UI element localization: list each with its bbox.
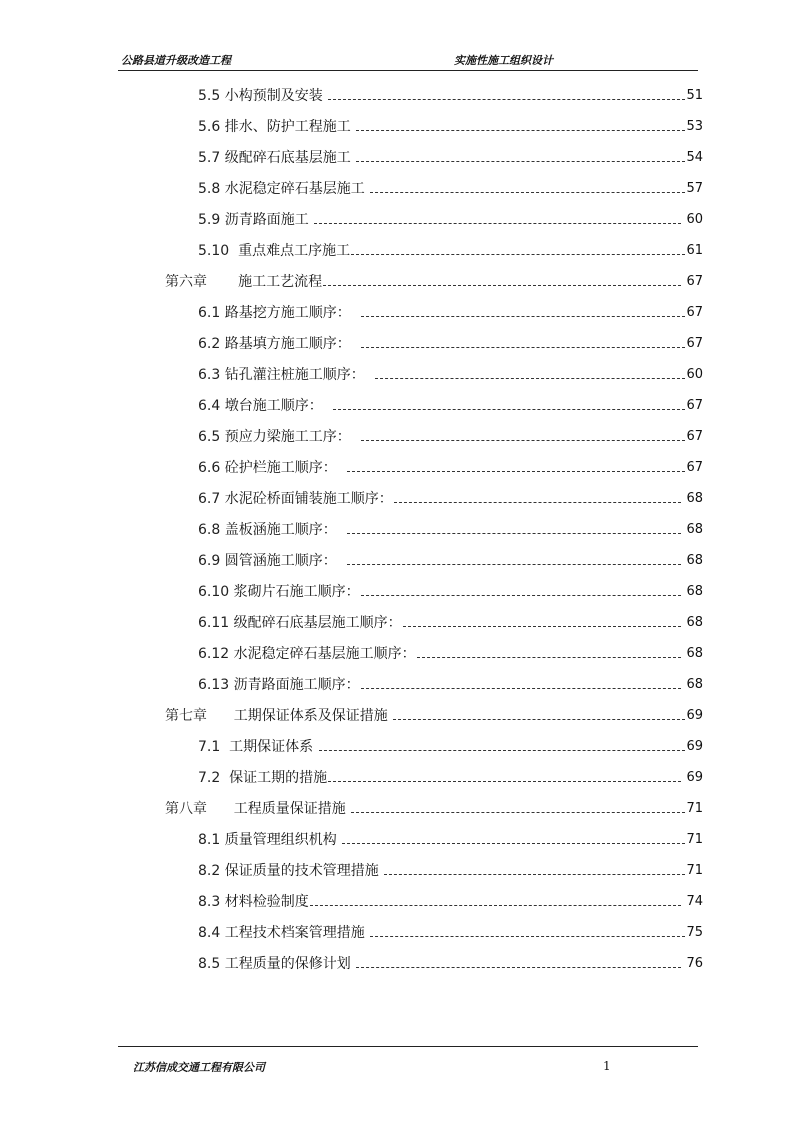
toc-dot-leader	[375, 378, 686, 379]
toc-entry-number: 6.3	[198, 367, 225, 383]
toc-section-entry[interactable]	[198, 179, 703, 199]
toc-section-entry[interactable]	[198, 551, 703, 571]
toc-entry-title: 沥青路面施工顺序：	[233, 677, 360, 693]
toc-dot-leader	[356, 130, 685, 131]
toc-entry-title: 重点难点工序施工	[238, 243, 351, 259]
toc-entry-title: 排水、防护工程施工	[224, 119, 356, 135]
toc-section-entry[interactable]	[198, 489, 703, 509]
toc-dot-leader	[361, 595, 682, 596]
toc-entry-title: 预应力梁施工工序：	[224, 429, 360, 445]
toc-entry-title: 级配碎石底基层施工顺序：	[233, 615, 402, 631]
toc-section-entry[interactable]	[198, 117, 703, 137]
toc-entry-number: 6.4	[198, 398, 225, 414]
toc-chapter-entry[interactable]	[165, 706, 703, 726]
toc-dot-leader	[393, 719, 685, 720]
toc-section-entry[interactable]	[198, 303, 703, 323]
toc-entry-page: 75	[686, 925, 703, 940]
toc-section-entry[interactable]	[198, 365, 703, 385]
toc-entry-title: 路基填方施工顺序：	[224, 336, 360, 352]
toc-dot-leader	[403, 626, 682, 627]
toc-dot-leader	[361, 688, 682, 689]
toc-chapter-entry[interactable]	[165, 272, 703, 292]
toc-entry-number: 8.2	[198, 863, 225, 879]
toc-entry-number: 8.4	[198, 925, 225, 941]
toc-section-entry[interactable]	[198, 241, 703, 261]
toc-section-entry[interactable]	[198, 86, 703, 106]
toc-entry-page: 71	[686, 863, 703, 878]
toc-dot-leader	[384, 874, 685, 875]
toc-entry-number: 第六章	[165, 274, 239, 290]
toc-section-entry[interactable]	[198, 830, 703, 850]
toc-entry-page: 69	[682, 770, 703, 785]
toc-entry-number: 5.5	[198, 88, 225, 104]
page-header	[118, 50, 698, 71]
toc-entry-page: 67	[686, 305, 703, 320]
toc-entry-title: 小构预制及安装	[224, 88, 328, 104]
toc-dot-leader	[370, 192, 685, 193]
toc-entry-page: 71	[686, 832, 703, 847]
toc-dot-leader	[417, 657, 682, 658]
toc-entry-number: 6.13	[198, 677, 234, 693]
toc-section-entry[interactable]	[198, 427, 703, 447]
toc-entry-number: 第八章	[165, 801, 234, 817]
toc-entry-number: 5.8	[198, 181, 225, 197]
footer-page-number: 1	[603, 1059, 611, 1073]
toc-dot-leader	[361, 347, 686, 348]
toc-entry-number: 6.10	[198, 584, 234, 600]
toc-entry-page: 57	[686, 181, 703, 196]
toc-dot-leader	[356, 161, 685, 162]
toc-entry-number: 6.6	[198, 460, 225, 476]
toc-entry-page: 68	[682, 615, 703, 630]
toc-section-entry[interactable]	[198, 954, 703, 974]
toc-entry-title: 沥青路面施工	[224, 212, 314, 228]
toc-entry-page: 61	[686, 243, 703, 258]
toc-entry-page: 68	[682, 522, 703, 537]
toc-dot-leader	[319, 750, 686, 751]
toc-entry-title: 质量管理组织机构	[224, 832, 342, 848]
toc-entry-title: 水泥砼桥面铺装施工顺序：	[224, 491, 393, 507]
toc-entry-number: 6.12	[198, 646, 234, 662]
toc-entry-title: 砼护栏施工顺序：	[224, 460, 346, 476]
toc-entry-number: 6.11	[198, 615, 234, 631]
toc-section-entry[interactable]	[198, 613, 703, 633]
toc-entry-number: 6.1	[198, 305, 225, 321]
toc-entry-number: 5.10	[198, 243, 239, 259]
toc-entry-page: 71	[686, 801, 703, 816]
toc-section-entry[interactable]	[198, 768, 703, 788]
toc-dot-leader	[370, 936, 685, 937]
toc-entry-title: 水泥稳定碎石基层施工	[224, 181, 370, 197]
toc-entry-title: 钻孔灌注桩施工顺序：	[224, 367, 374, 383]
toc-entry-page: 67	[686, 460, 703, 475]
toc-section-entry[interactable]	[198, 396, 703, 416]
toc-entry-number: 7.2	[198, 770, 230, 786]
toc-dot-leader	[347, 471, 686, 472]
toc-entry-title: 圆管涵施工顺序：	[224, 553, 346, 569]
header-project-name: 公路县道升级改造工程	[121, 54, 231, 67]
toc-entry-page: 76	[682, 956, 703, 971]
toc-entry-page: 68	[682, 553, 703, 568]
toc-section-entry[interactable]	[198, 644, 703, 664]
toc-entry-number: 8.1	[198, 832, 225, 848]
toc-entry-page: 67	[686, 336, 703, 351]
toc-entry-title: 工程质量的保修计划	[224, 956, 356, 972]
toc-entry-title: 盖板涵施工顺序：	[224, 522, 346, 538]
toc-entry-number: 6.7	[198, 491, 225, 507]
toc-dot-leader	[328, 781, 681, 782]
toc-entry-page: 53	[686, 119, 703, 134]
toc-dot-leader	[310, 905, 682, 906]
toc-entry-title: 工期保证体系	[229, 739, 318, 755]
toc-entry-number: 5.9	[198, 212, 225, 228]
toc-section-entry[interactable]	[198, 861, 703, 881]
toc-entry-page: 60	[686, 367, 703, 382]
toc-section-entry[interactable]	[198, 458, 703, 478]
toc-entry-page: 74	[682, 894, 703, 909]
toc-section-entry[interactable]	[198, 334, 703, 354]
toc-dot-leader	[314, 223, 681, 224]
toc-entry-title: 材料检验制度	[224, 894, 309, 910]
toc-entry-title: 工期保证体系及保证措施	[233, 708, 393, 724]
toc-section-entry[interactable]	[198, 148, 703, 168]
toc-entry-number: 第七章	[165, 708, 234, 724]
toc-section-entry[interactable]	[198, 923, 703, 943]
toc-entry-number: 7.1	[198, 739, 230, 755]
toc-entry-title: 水泥稳定碎石基层施工顺序：	[233, 646, 416, 662]
toc-entry-title: 保证工期的措施	[229, 770, 328, 786]
toc-entry-title: 路基挖方施工顺序：	[224, 305, 360, 321]
toc-entry-number: 5.6	[198, 119, 225, 135]
toc-entry-page: 69	[686, 708, 703, 723]
toc-dot-leader	[342, 843, 685, 844]
toc-dot-leader	[333, 409, 686, 410]
toc-entry-page: 68	[682, 491, 703, 506]
toc-entry-page: 67	[686, 429, 703, 444]
toc-entry-title: 浆砌片石施工顺序：	[233, 584, 360, 600]
toc-entry-number: 6.8	[198, 522, 225, 538]
toc-section-entry[interactable]	[198, 520, 703, 540]
toc-dot-leader	[361, 316, 686, 317]
toc-dot-leader	[347, 564, 682, 565]
toc-entry-page: 68	[682, 584, 703, 599]
header-document-title: 实施性施工组织设计	[454, 54, 553, 67]
toc-dot-leader	[356, 967, 681, 968]
toc-chapter-entry[interactable]	[165, 799, 703, 819]
toc-entry-title: 保证质量的技术管理措施	[224, 863, 384, 879]
toc-entry-title: 级配碎石底基层施工	[224, 150, 356, 166]
toc-section-entry[interactable]	[198, 582, 703, 602]
toc-dot-leader	[323, 285, 681, 286]
toc-entry-title: 墩台施工顺序：	[224, 398, 332, 414]
toc-entry-title: 工程技术档案管理措施	[224, 925, 370, 941]
toc-dot-leader	[351, 254, 685, 255]
toc-entry-title: 工程质量保证措施	[233, 801, 351, 817]
toc-entry-page: 67	[686, 398, 703, 413]
toc-section-entry[interactable]	[198, 675, 703, 695]
toc-entry-number: 5.7	[198, 150, 225, 166]
toc-section-entry[interactable]	[198, 892, 703, 912]
toc-entry-page: 68	[682, 677, 703, 692]
toc-entry-page: 68	[682, 646, 703, 661]
toc-entry-page: 67	[682, 274, 703, 289]
toc-dot-leader	[347, 533, 682, 534]
toc-entry-page: 51	[686, 88, 703, 103]
toc-entry-number: 6.2	[198, 336, 225, 352]
toc-entry-number: 8.5	[198, 956, 225, 972]
toc-dot-leader	[351, 812, 685, 813]
toc-entry-page: 54	[686, 150, 703, 165]
toc-dot-leader	[361, 440, 686, 441]
toc-dot-leader	[328, 99, 685, 100]
page-footer	[118, 1046, 698, 1077]
toc-entry-number: 8.3	[198, 894, 225, 910]
toc-entry-title: 施工工艺流程	[238, 274, 323, 290]
toc-entry-page: 60	[682, 212, 703, 227]
toc-entry-number: 6.5	[198, 429, 225, 445]
toc-section-entry[interactable]	[198, 210, 703, 230]
footer-company-name: 江苏信成交通工程有限公司	[133, 1061, 265, 1074]
toc-dot-leader	[394, 502, 682, 503]
toc-entry-page: 69	[686, 739, 703, 754]
toc-section-entry[interactable]	[198, 737, 703, 757]
toc-entry-number: 6.9	[198, 553, 225, 569]
